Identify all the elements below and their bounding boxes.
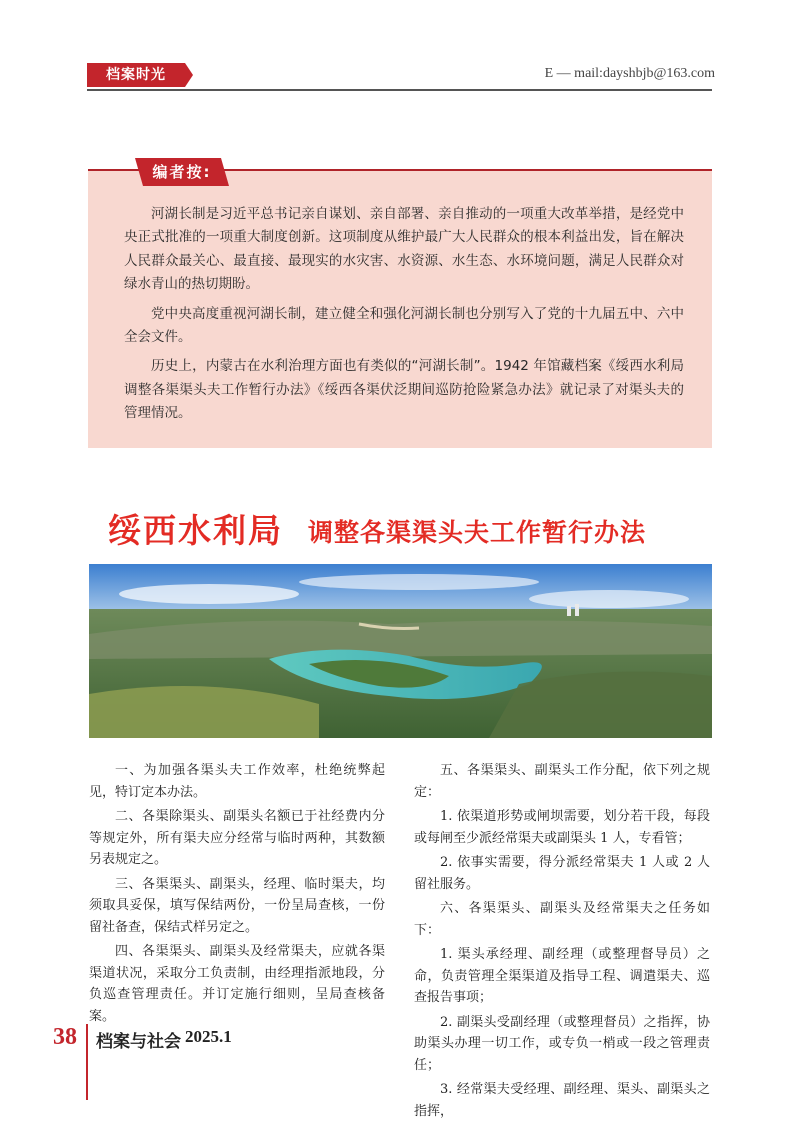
section-tag: 档案时光 xyxy=(87,63,185,87)
article-clause: 一、为加强各渠头夫工作效率，杜绝统弊起见，特订定本办法。 xyxy=(89,763,385,800)
article-clause: 六、各渠渠头、副渠头及经常渠夫之任务如下： xyxy=(414,901,710,938)
article-clause: 四、各渠渠头、副渠头及经常渠夫，应就各渠渠道状况，采取分工负责制，由经理指派地段，分负巡查管理责任。并订定施行细则，呈局查核备案。 xyxy=(89,944,385,1024)
page-number: 38 xyxy=(53,1024,77,1050)
article-subtitle: 调整各渠渠头夫工作暂行办法 xyxy=(308,518,647,547)
article-clause: 3. 经常渠夫受经理、副经理、渠头、副渠头之指挥， xyxy=(414,1082,710,1119)
article-clause: 2. 依事实需要，得分派经常渠夫 1 人或 2 人留社服务。 xyxy=(414,855,710,892)
article-title: 绥西水利局 xyxy=(108,511,283,550)
article-clause: 二、各渠除渠头、副渠头名额已于社经费内分等规定外，所有渠夫应分经常与临时两种，其数额另表规定之。 xyxy=(89,809,385,867)
river-landscape-photo xyxy=(89,564,712,738)
magazine-logo: 档案与社会 xyxy=(96,1032,181,1052)
editor-note-paragraph: 历史上，内蒙古在水利治理方面也有类似的“河湖长制”。1942 年馆藏档案《绥西水利局调整各渠渠头夫工作暂行办法》《绥西各渠伏泛期间巡防抢险紧急办法》就记录了对渠头夫的管理情况。 xyxy=(124,358,684,422)
issue-number: 2025.1 xyxy=(185,1027,232,1046)
editor-note-text xyxy=(124,203,684,432)
article-clause: 三、各渠渠头、副渠头，经理、临时渠夫，均须取具妥保，填写保结两份，一份呈局查核，一份留社备查，保结式样另定之。 xyxy=(89,876,385,935)
article-right-column xyxy=(414,760,710,1125)
article-clause: 1. 渠头承经理、副经理（或整理督导员）之命，负责管理全渠渠道及指导工程、调遣渠夫、巡查报告事项； xyxy=(414,947,710,1005)
article-clause: 2. 副渠头受副经理（或整理督员）之指挥，协助渠头办理一切工作，或专负一梢或一段之管理责任； xyxy=(414,1014,710,1073)
article-left-column xyxy=(89,760,385,1030)
article-clause: 1. 依渠道形势或闸坝需要，划分若干段，每段或每闸至少派经常渠夫或副渠头 1 人，专看管； xyxy=(414,809,710,846)
header-divider xyxy=(87,89,712,91)
footer-rule xyxy=(86,1024,88,1100)
editor-note-label: 编者按: xyxy=(143,158,221,186)
editor-note-paragraph: 河湖长制是习近平总书记亲自谋划、亲自部署、亲自推动的一项重大改革举措，是经党中央正式批准的一项重大制度创新。这项制度从维护最广大人民群众的根本利益出发，旨在解决人民群众最关心、最直接、最现实的水灾害、水资源、水生态、水环境问题，满足人民群众对绿水青山的热切期盼。 xyxy=(124,206,684,293)
contact-email: E — mail:dayshbjb@163.com xyxy=(544,66,715,81)
article-clause: 五、各渠渠头、副渠头工作分配，依下列之规定： xyxy=(414,763,710,800)
editor-note-paragraph: 党中央高度重视河湖长制，建立健全和强化河湖长制也分别写入了党的十九届五中、六中全会文件。 xyxy=(124,305,684,346)
